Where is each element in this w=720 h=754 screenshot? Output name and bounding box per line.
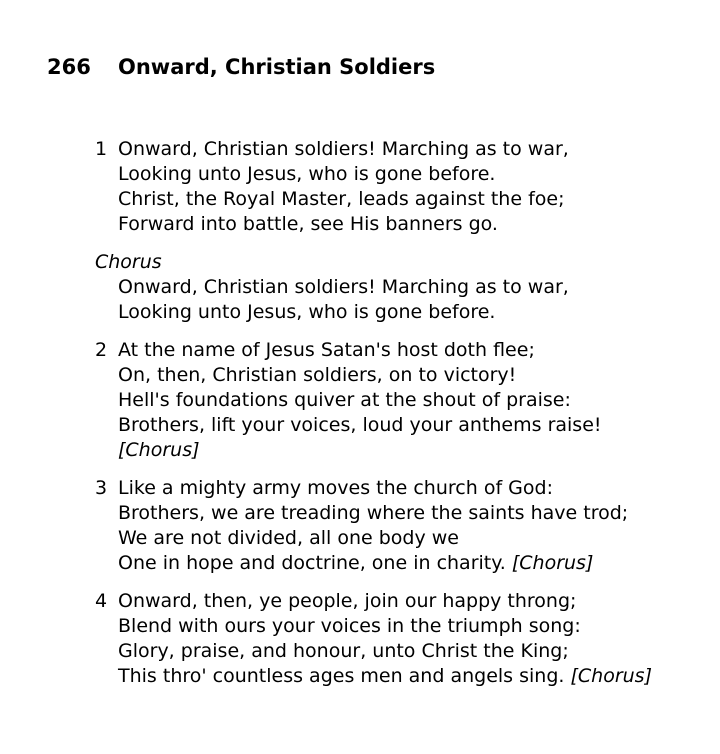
chorus-label: Chorus xyxy=(95,251,162,273)
verse-2 xyxy=(95,338,602,463)
chorus-line: Looking unto Jesus, who is gone before. xyxy=(118,301,496,323)
verse-line: Onward, Christian soldiers! Marching as to war, xyxy=(118,138,569,160)
chorus-reference: [Chorus] xyxy=(511,552,594,574)
verse-number: 2 xyxy=(95,339,108,361)
verse-line: Hell's foundations quiver at the shout of praise: xyxy=(118,389,571,411)
verse-line: This thro' countless ages men and angels sing. xyxy=(118,665,565,687)
verse-number: 4 xyxy=(95,590,108,612)
verse-line: Looking unto Jesus, who is gone before. xyxy=(118,163,496,185)
verse-line: On, then, Christian soldiers, on to victory! xyxy=(118,364,517,386)
hymn-header xyxy=(47,53,435,81)
verse-4 xyxy=(95,589,652,689)
verse-number: 3 xyxy=(95,477,108,499)
chorus-reference: [Chorus] xyxy=(118,439,200,461)
verse-line: Christ, the Royal Master, leads against the foe; xyxy=(118,188,565,210)
hymn-title: Onward, Christian Soldiers xyxy=(118,55,436,79)
chorus xyxy=(95,250,569,325)
chorus-line: Onward, Christian soldiers! Marching as to war, xyxy=(118,276,569,298)
verse-3 xyxy=(95,476,628,576)
verse-line: We are not divided, all one body we xyxy=(118,527,459,549)
verse-line: Blend with ours your voices in the triumph song: xyxy=(118,615,581,637)
verse-line: At the name of Jesus Satan's host doth flee; xyxy=(118,339,535,361)
verse-line: Glory, praise, and honour, unto Christ the King; xyxy=(118,640,569,662)
verse-line: Onward, then, ye people, join our happy throng; xyxy=(118,590,577,612)
verse-line: Forward into battle, see His banners go. xyxy=(118,213,498,235)
chorus-reference: [Chorus] xyxy=(570,665,652,687)
verse-1 xyxy=(95,137,569,237)
verse-line: Like a mighty army moves the church of God: xyxy=(118,477,553,499)
verse-line: Brothers, lift your voices, loud your anthems raise! xyxy=(118,414,602,436)
hymn-number: 266 xyxy=(47,55,91,79)
verse-number: 1 xyxy=(95,138,108,160)
verse-line: Brothers, we are treading where the saints have trod; xyxy=(118,502,629,524)
verse-line: One in hope and doctrine, one in charity. xyxy=(118,552,506,574)
